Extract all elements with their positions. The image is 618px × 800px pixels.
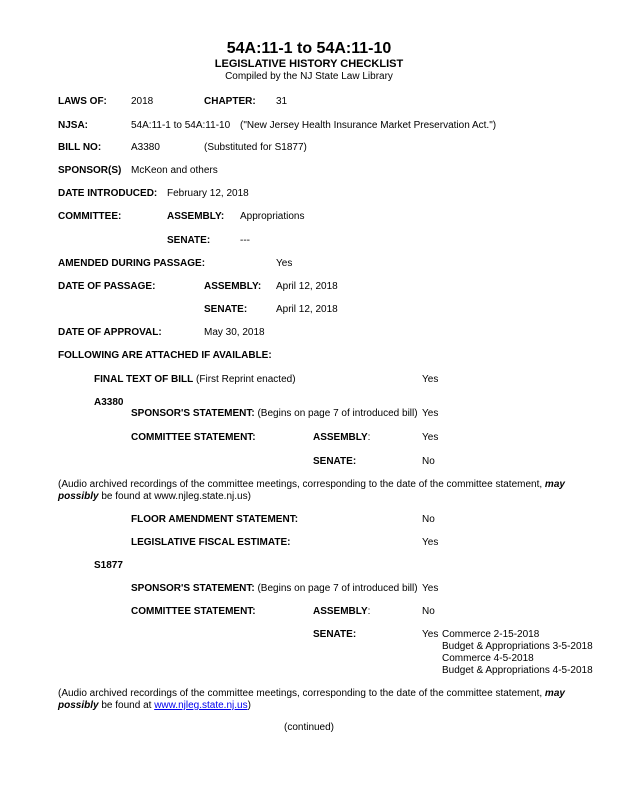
- audio-note-close: ): [247, 491, 251, 502]
- a3380-assembly-value: Yes: [422, 432, 439, 443]
- bill-substitution: (Substituted for S1877): [204, 142, 307, 153]
- njsa-value: 54A:11-1 to 54A:11-10: [131, 120, 231, 131]
- audio-note-emphasis: may possibly: [58, 688, 565, 711]
- audio-note-emphasis: may possibly: [58, 479, 565, 502]
- final-text-value: Yes: [422, 374, 439, 385]
- a3380-sponsor-statement-label: SPONSOR'S STATEMENT:: [131, 408, 255, 419]
- audio-note-text: (Audio archived recordings of the committee meetings, corresponding to the date of the committee statement,: [58, 479, 543, 490]
- committee-label: COMMITTEE:: [58, 211, 122, 222]
- audio-note-text-2: be found at: [101, 491, 152, 502]
- continued-footer: (continued): [283, 722, 335, 733]
- s1877-assembly-label: ASSEMBLY: [313, 606, 368, 617]
- chapter-value: 31: [276, 96, 288, 107]
- a3380-senate-label: SENATE:: [313, 456, 357, 467]
- chapter-label: CHAPTER:: [204, 96, 256, 107]
- amended-label: AMENDED DURING PASSAGE:: [58, 258, 206, 269]
- a3380-senate-value: No: [422, 456, 435, 467]
- sponsor-value: McKeon and others: [131, 165, 218, 176]
- a3380-sponsor-statement-value: Yes: [422, 408, 439, 419]
- audio-note-link[interactable]: www.njleg.state.nj.us: [154, 700, 248, 711]
- date-of-approval-label: DATE OF APPROVAL:: [58, 327, 162, 338]
- passage-assembly-value: April 12, 2018: [276, 281, 338, 292]
- s1877-assembly-value: No: [422, 606, 435, 617]
- s1877-assembly-row: ASSEMBLY:: [313, 606, 371, 617]
- final-text-row: [94, 374, 296, 386]
- passage-assembly-label: ASSEMBLY:: [204, 281, 262, 292]
- date-introduced-label: DATE INTRODUCED:: [58, 188, 158, 199]
- date-of-passage-label: DATE OF PASSAGE:: [58, 281, 156, 292]
- a3380-floor-amendment-label: FLOOR AMENDMENT STATEMENT:: [131, 514, 299, 525]
- final-text-note: (First Reprint enacted): [196, 374, 296, 385]
- audio-note-1: [58, 479, 603, 503]
- a3380-sponsor-statement-note: (Begins on page 7 of introduced bill): [257, 408, 418, 419]
- bill-no-value: A3380: [131, 142, 160, 153]
- page-subtitle: LEGISLATIVE HISTORY CHECKLIST: [214, 58, 404, 70]
- a3380-fiscal-estimate-label: LEGISLATIVE FISCAL ESTIMATE:: [131, 537, 291, 548]
- laws-of-value: 2018: [131, 96, 154, 107]
- committee-assembly-label: ASSEMBLY:: [167, 211, 225, 222]
- committee-senate-label: SENATE:: [167, 235, 211, 246]
- njsa-act-name: ("New Jersey Health Insurance Market Preservation Act."): [240, 120, 497, 131]
- sponsor-label: SPONSOR(S): [58, 165, 122, 176]
- attached-heading: FOLLOWING ARE ATTACHED IF AVAILABLE:: [58, 350, 272, 361]
- s1877-senate-value: Yes: [422, 629, 439, 640]
- compiled-by: Compiled by the NJ State Law Library: [225, 71, 393, 82]
- bill-no-label: BILL NO:: [58, 142, 102, 153]
- laws-of-label: LAWS OF:: [58, 96, 107, 107]
- njsa-label: NJSA:: [58, 120, 89, 131]
- s1877-sponsor-statement-note: (Begins on page 7 of introduced bill): [257, 583, 418, 594]
- s1877-sponsor-statement-row: [131, 583, 418, 595]
- page-title: 54A:11-1 to 54A:11-10: [226, 40, 392, 57]
- a3380-assembly-row: ASSEMBLY:: [313, 432, 371, 443]
- s1877-heading: S1877: [94, 560, 123, 571]
- date-introduced-value: February 12, 2018: [167, 188, 249, 199]
- amended-value: Yes: [276, 258, 293, 269]
- audio-note-2: [58, 688, 603, 712]
- s1877-senate-item: Budget & Appropriations 4-5-2018: [442, 665, 593, 676]
- s1877-committee-statement-label: COMMITTEE STATEMENT:: [131, 606, 256, 617]
- audio-note-text: (Audio archived recordings of the committee meetings, corresponding to the date of the committee statement,: [58, 688, 543, 699]
- audio-note-url: www.njleg.state.nj.us: [154, 491, 248, 502]
- a3380-fiscal-estimate-value: Yes: [422, 537, 439, 548]
- a3380-sponsor-statement-row: [131, 408, 418, 420]
- committee-assembly-value: Appropriations: [240, 211, 305, 222]
- s1877-sponsor-statement-label: SPONSOR'S STATEMENT:: [131, 583, 255, 594]
- a3380-floor-amendment-value: No: [422, 514, 435, 525]
- passage-senate-value: April 12, 2018: [276, 304, 338, 315]
- audio-note-text-2: be found at: [101, 700, 152, 711]
- final-text-label: FINAL TEXT OF BILL: [94, 374, 194, 385]
- s1877-senate-label: SENATE:: [313, 629, 357, 640]
- audio-note-close: ): [247, 700, 251, 711]
- committee-senate-value: ---: [240, 235, 250, 246]
- s1877-sponsor-statement-value: Yes: [422, 583, 439, 594]
- passage-senate-label: SENATE:: [204, 304, 248, 315]
- a3380-assembly-label: ASSEMBLY: [313, 432, 368, 443]
- a3380-committee-statement-label: COMMITTEE STATEMENT:: [131, 432, 256, 443]
- s1877-senate-item: Budget & Appropriations 3-5-2018: [442, 641, 593, 652]
- s1877-senate-item: Commerce 2-15-2018: [442, 629, 540, 640]
- date-of-approval-value: May 30, 2018: [204, 327, 265, 338]
- a3380-heading: A3380: [94, 397, 124, 408]
- s1877-senate-item: Commerce 4-5-2018: [442, 653, 534, 664]
